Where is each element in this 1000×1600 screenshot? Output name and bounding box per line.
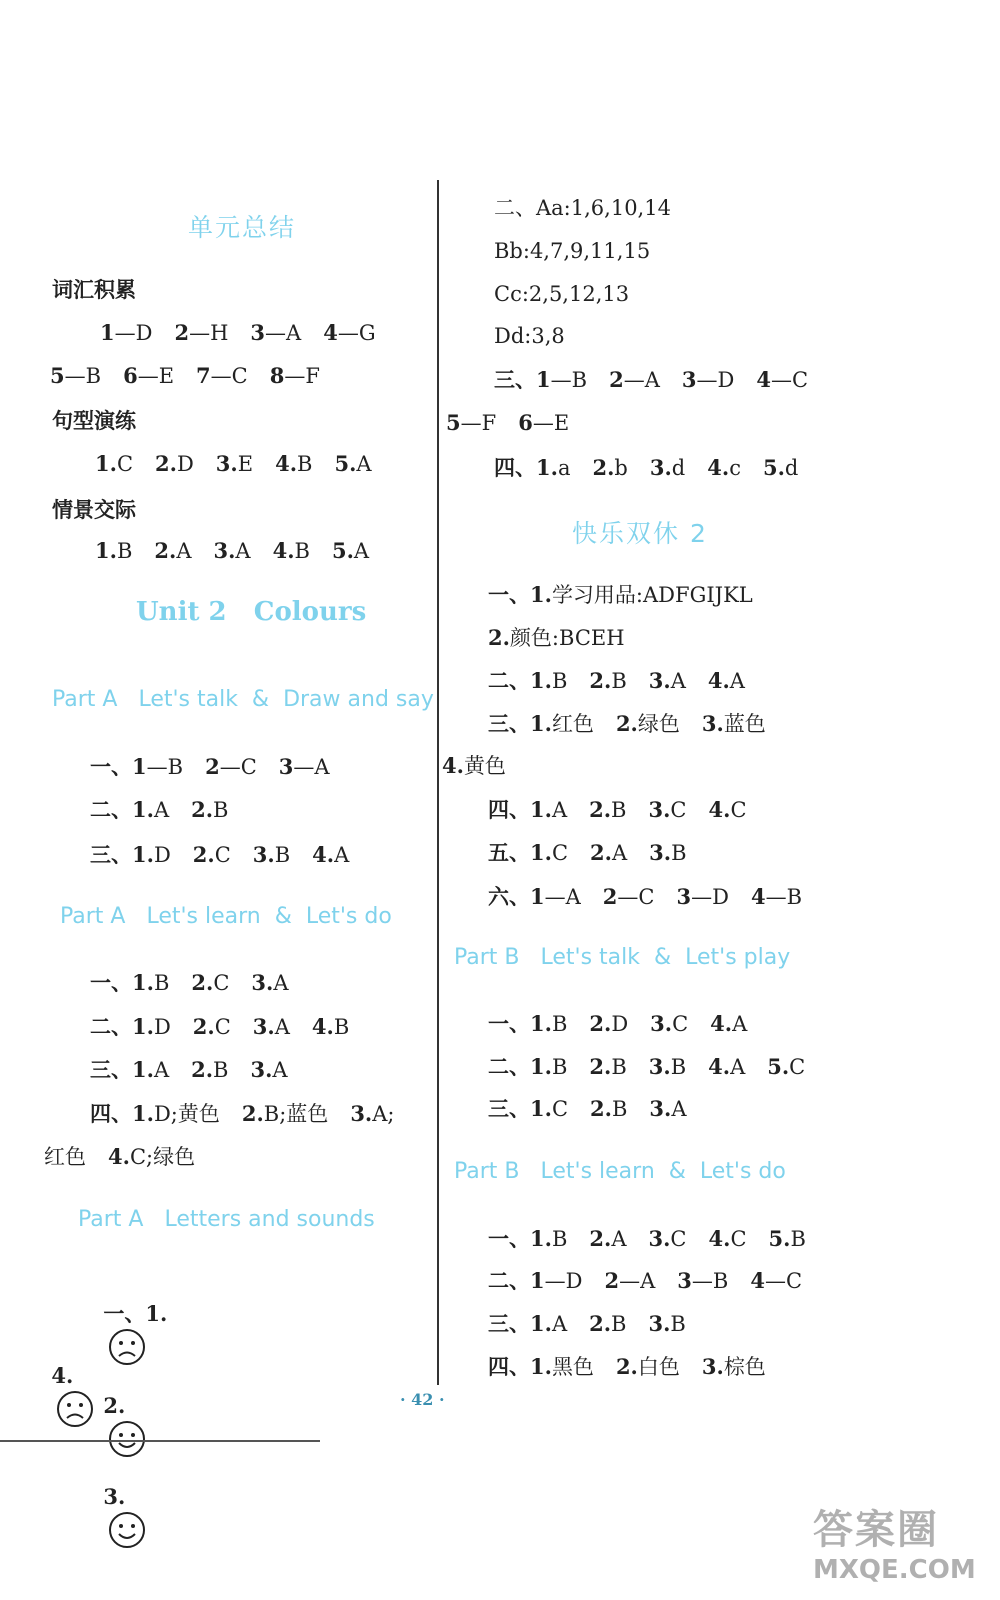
answer-line [488, 1354, 766, 1380]
answer-number: 2. [191, 1057, 214, 1082]
answer-number: 三、1. [488, 1096, 552, 1121]
answer-number: 2. [488, 625, 510, 650]
answer-text: —B [691, 1269, 729, 1293]
answer-number: 一、1 [90, 754, 147, 779]
answer-text: E [237, 452, 254, 476]
watermark-bottom-text: MXQE.COM [813, 1555, 976, 1585]
answer-line [488, 1226, 806, 1252]
answer-text: —D [691, 885, 729, 909]
answer-text: C [670, 1227, 687, 1251]
answer-text: —A [265, 321, 302, 345]
answer-text: —B [550, 368, 588, 392]
answer-text: —C [617, 885, 655, 909]
answer-text: 蓝色 [723, 712, 766, 736]
answer-number: 2. [589, 797, 612, 822]
answer-text: —C [770, 368, 809, 392]
answer-text: D [153, 1015, 171, 1039]
answer-text: C [551, 1097, 569, 1121]
answer-number: 3. [649, 1096, 672, 1121]
answer-text: 白色 [637, 1355, 680, 1379]
answer-number: 三、1. [90, 1057, 154, 1082]
answer-line [90, 797, 228, 823]
answer-text: A [551, 1312, 568, 1336]
answer-text: B [153, 971, 170, 995]
answer-number: 2. [589, 1054, 612, 1079]
answer-text: A [272, 1058, 288, 1082]
vocab-title: 词汇积累 [52, 278, 136, 302]
answer-text: B [670, 1312, 686, 1336]
answer-number: 二、1. [488, 668, 552, 693]
answer-number: 3. [648, 1054, 671, 1079]
answer-number: 3. [350, 1101, 373, 1126]
answer-number: 3. [252, 842, 275, 867]
answer-text: C [214, 1015, 231, 1039]
answer-number: 2 [604, 1268, 620, 1293]
answer-number: 4 [756, 367, 771, 392]
answer-number: 四、1. [90, 1101, 154, 1126]
answer-text: B [274, 843, 291, 867]
answer-number: 2. [615, 711, 638, 736]
answer-text: d [671, 456, 686, 480]
answer-number: 4. [442, 753, 464, 778]
answer-text: A [611, 1227, 627, 1251]
answer-text: B [213, 798, 229, 822]
answer-number: 2. [592, 455, 615, 480]
answer-number: 3. [250, 1057, 273, 1082]
answer-number: 3 [250, 320, 266, 345]
answer-text: D;黄色 [153, 1102, 220, 1126]
answer-number: 二、1. [90, 797, 154, 822]
answer-number: 2 [609, 367, 624, 392]
answer-text: A [551, 798, 568, 822]
answer-line: Dd:3,8 [494, 324, 565, 348]
answer-text: C [551, 841, 569, 865]
answer-number: 2. [192, 842, 215, 867]
answer-line [488, 1011, 747, 1037]
answer-number: 2. [590, 1096, 612, 1121]
answer-number: 二、1 [488, 1268, 545, 1293]
answer-number: 5. [768, 1226, 791, 1251]
answer-line [90, 754, 330, 780]
answer-text: d [784, 456, 799, 480]
answer-text: —A [293, 755, 330, 779]
answer-number: 4. [51, 1363, 74, 1389]
answer-number: 三、1. [488, 711, 552, 736]
answer-text: —D [114, 321, 153, 345]
answer-text: 棕色 [723, 1355, 766, 1379]
answer-text: B [551, 1012, 568, 1036]
answer-text: D [611, 1012, 629, 1036]
answer-text: D [153, 843, 171, 867]
answer-text: B [116, 539, 133, 563]
answer-text: B [294, 539, 310, 563]
answer-text: —A [544, 885, 581, 909]
answer-text: 绿色 [637, 712, 680, 736]
answer-number: 3. [215, 451, 238, 476]
part-a-letters-title: Part A Letters and sounds [78, 1207, 375, 1232]
answer-text: B [611, 1097, 628, 1121]
answer-text: C [116, 452, 134, 476]
answer-text: B [611, 1055, 627, 1079]
answer-text: a [557, 456, 571, 480]
answer-text: A [729, 669, 745, 693]
answer-line [488, 840, 687, 866]
answer-line [95, 538, 369, 564]
answer-text: C [730, 1227, 747, 1251]
answer-number: 4 [323, 320, 338, 345]
part-b-talk-title: Part B Let's talk & Let's play [454, 945, 791, 970]
answer-text: A [356, 452, 372, 476]
answer-text: A [153, 798, 170, 822]
answer-number: 4. [708, 797, 731, 822]
answer-number: 4. [707, 455, 730, 480]
answer-number: 2. [103, 1392, 126, 1418]
unit-title: Unit 2 Colours [136, 597, 367, 627]
answer-number: 2. [590, 840, 612, 865]
answer-text: D [176, 452, 194, 476]
answer-number: 一、1. [488, 1011, 552, 1036]
situation-title: 情景交际 [52, 498, 136, 522]
bottom-rule [0, 1440, 320, 1442]
answer-line [90, 970, 289, 996]
answer-number: 三、1. [90, 842, 154, 867]
answer-text: C;绿色 [129, 1145, 196, 1169]
answer-text: —H [189, 321, 229, 345]
answer-number: 7 [196, 363, 211, 388]
answer-text: C [214, 843, 231, 867]
answer-text: B [213, 1058, 229, 1082]
answer-line [494, 367, 808, 393]
answer-number: 5 [50, 363, 65, 388]
answer-number: 六、1 [488, 884, 545, 909]
answer-number: 一、1. [103, 1301, 168, 1327]
answer-line [488, 1054, 805, 1080]
answer-number: 三、1 [494, 367, 551, 392]
answer-number: 一、1. [488, 1226, 552, 1251]
answer-text: B [611, 798, 627, 822]
answer-number: 一、1. [90, 970, 154, 995]
answer-number: 3 [681, 367, 697, 392]
answer-text: B [671, 841, 687, 865]
answer-line [442, 753, 506, 779]
answer-text: B [551, 669, 568, 693]
answer-number: 四、1. [488, 1354, 552, 1379]
part-a-learn-title: Part A Let's learn & Let's do [60, 904, 392, 929]
answer-text: B [333, 1015, 350, 1039]
answer-text: B [551, 1055, 568, 1079]
answer-line [446, 410, 569, 436]
answer-text: —F [284, 364, 320, 388]
answer-line [90, 1101, 395, 1127]
answer-text: A [235, 539, 251, 563]
sentence-title: 句型演练 [52, 409, 136, 433]
answer-text: —E [532, 411, 570, 435]
answer-line [488, 625, 625, 651]
answer-number: 6 [518, 410, 533, 435]
answer-line [50, 363, 320, 389]
answer-text: —C [210, 364, 248, 388]
answer-text: —C [764, 1269, 803, 1293]
answer-number: 5. [334, 451, 357, 476]
answer-number: 1. [95, 451, 117, 476]
answer-number: 3. [213, 538, 236, 563]
answer-text: A [670, 669, 686, 693]
answer-number: 2. [589, 1011, 612, 1036]
answer-number: 3. [648, 1226, 671, 1251]
page-number: · 42 · [400, 1390, 445, 1409]
answer-line [488, 797, 747, 823]
answer-number: 五、1. [488, 840, 552, 865]
part-b-learn-title: Part B Let's learn & Let's do [454, 1159, 786, 1184]
answer-text: C [730, 798, 747, 822]
answer-text: C [670, 798, 687, 822]
answer-number: 4. [311, 1014, 334, 1039]
answer-text: A [353, 539, 370, 563]
answer-number: 3. [649, 455, 672, 480]
answer-line [90, 1014, 349, 1040]
face-answer-line [38, 1338, 109, 1429]
answer-number: 四、1. [488, 797, 552, 822]
answer-number: 3. [103, 1483, 126, 1509]
answer-line [488, 884, 802, 910]
answer-number: 2 [602, 884, 618, 909]
answer-number: 2 [174, 320, 190, 345]
answer-text: A [274, 1015, 290, 1039]
answer-number: 4. [272, 538, 295, 563]
answer-text: —A [619, 1269, 656, 1293]
holiday-title: 快乐双休 2 [572, 519, 708, 548]
answer-number: 2. [589, 1226, 612, 1251]
answer-number: 2. [191, 970, 214, 995]
answer-number: 3 [278, 754, 294, 779]
answer-number: 3. [649, 840, 672, 865]
answer-text: —C [219, 755, 257, 779]
answer-number: 4. [108, 1144, 130, 1169]
answer-number: 3. [648, 797, 671, 822]
answer-text: —A [623, 368, 660, 392]
answer-line [90, 1057, 288, 1083]
answer-number: 4 [750, 1268, 765, 1293]
answer-text: 颜色:BCEH [509, 626, 625, 650]
answer-line: 二、Aa:1,6,10,14 [494, 196, 671, 220]
answer-number: 6 [123, 363, 138, 388]
smiley-face-icon [107, 1510, 147, 1550]
answer-number: 二、1. [90, 1014, 154, 1039]
answer-text: A [334, 843, 350, 867]
answer-text: —E [137, 364, 175, 388]
answer-text: 黄色 [463, 754, 506, 778]
answer-line: Bb:4,7,9,11,15 [494, 239, 651, 263]
answer-text: A [153, 1058, 170, 1082]
answer-text: 红色 [551, 712, 594, 736]
answer-line [488, 1268, 802, 1294]
answer-text: A [732, 1012, 748, 1036]
answer-line [488, 582, 753, 608]
answer-text: 红色 [44, 1145, 86, 1169]
answer-number: 3 [677, 1268, 692, 1293]
answer-line [90, 842, 349, 868]
answer-number: 2. [589, 668, 612, 693]
answer-text: B [297, 452, 313, 476]
answer-line: Cc:2,5,12,13 [494, 282, 630, 306]
answer-text: —B [64, 364, 102, 388]
answer-text: C [213, 971, 230, 995]
answer-number: 4. [312, 842, 335, 867]
answer-number: 3. [251, 970, 274, 995]
answer-line [488, 1096, 687, 1122]
answer-number: 三、1. [488, 1311, 552, 1336]
answer-text: B [670, 1055, 687, 1079]
answer-text: —F [460, 411, 497, 435]
answer-number: 5. [762, 455, 785, 480]
answer-number: 2. [154, 538, 177, 563]
answer-number: 3. [701, 711, 724, 736]
answer-number: 一、1. [488, 582, 552, 607]
answer-number: 2. [192, 1014, 215, 1039]
answer-number: 8 [269, 363, 285, 388]
part-a-talk-title: Part A Let's talk & Draw and say [52, 687, 434, 712]
answer-number: 5 [446, 410, 461, 435]
answer-number: 3. [650, 1011, 673, 1036]
answer-text: C [672, 1012, 689, 1036]
answer-text: C [789, 1055, 806, 1079]
answer-text: b [614, 456, 628, 480]
answer-line [488, 711, 766, 737]
answer-number: 四、1. [494, 455, 558, 480]
answer-number: 4. [707, 668, 730, 693]
smiley-face-icon [107, 1419, 147, 1459]
answer-text: B [790, 1227, 806, 1251]
answer-number: 4. [275, 451, 298, 476]
answer-number: 2. [241, 1101, 264, 1126]
answer-number: 3 [676, 884, 692, 909]
answer-number: 二、1. [488, 1054, 552, 1079]
answer-text: A; [372, 1102, 395, 1126]
sad-face-icon [55, 1389, 95, 1429]
watermark-logo [813, 1498, 978, 1588]
answer-text: c [729, 456, 741, 480]
answer-number: 3. [648, 668, 671, 693]
summary-title: 单元总结 [188, 213, 297, 242]
answer-number: 4. [708, 1226, 731, 1251]
answer-text: —B [765, 885, 803, 909]
answer-line [488, 1311, 686, 1337]
answer-text: B [611, 1312, 627, 1336]
answer-text: —B [146, 755, 184, 779]
answer-number: 4. [710, 1011, 733, 1036]
answer-text: —D [544, 1269, 583, 1293]
answer-number: 3. [701, 1354, 724, 1379]
answer-text: A [730, 1055, 746, 1079]
answer-line [494, 455, 798, 481]
sad-face-icon [107, 1327, 147, 1367]
answer-text: A [671, 1097, 687, 1121]
answer-number: 2. [191, 797, 214, 822]
answer-text: A [273, 971, 289, 995]
answer-line [95, 451, 372, 477]
answer-text: A [611, 841, 628, 865]
answer-text: 学习用品:ADFGIJKL [551, 583, 753, 607]
watermark-top-text: 答案圈 [813, 1507, 939, 1553]
answer-number: 2. [615, 1354, 638, 1379]
answer-text: B;蓝色 [263, 1102, 329, 1126]
answer-number: 3. [648, 1311, 671, 1336]
answer-text: —G [337, 321, 376, 345]
answer-text: B [551, 1227, 568, 1251]
answer-line [100, 320, 376, 346]
answer-number: 5. [767, 1054, 790, 1079]
answer-text: —D [696, 368, 735, 392]
column-divider [437, 180, 439, 1385]
answer-number: 4. [708, 1054, 731, 1079]
answer-text: 黑色 [551, 1355, 594, 1379]
answer-text: B [611, 669, 627, 693]
answer-number: 1. [95, 538, 117, 563]
answer-number: 4 [750, 884, 766, 909]
answer-number: 5. [331, 538, 354, 563]
answer-line [488, 668, 745, 694]
answer-number: 3. [252, 1014, 275, 1039]
answer-text: A [176, 539, 192, 563]
answer-number: 2. [589, 1311, 612, 1336]
answer-line [44, 1144, 195, 1170]
answer-number: 1 [100, 320, 115, 345]
answer-number: 2. [155, 451, 177, 476]
answer-number: 2 [205, 754, 220, 779]
